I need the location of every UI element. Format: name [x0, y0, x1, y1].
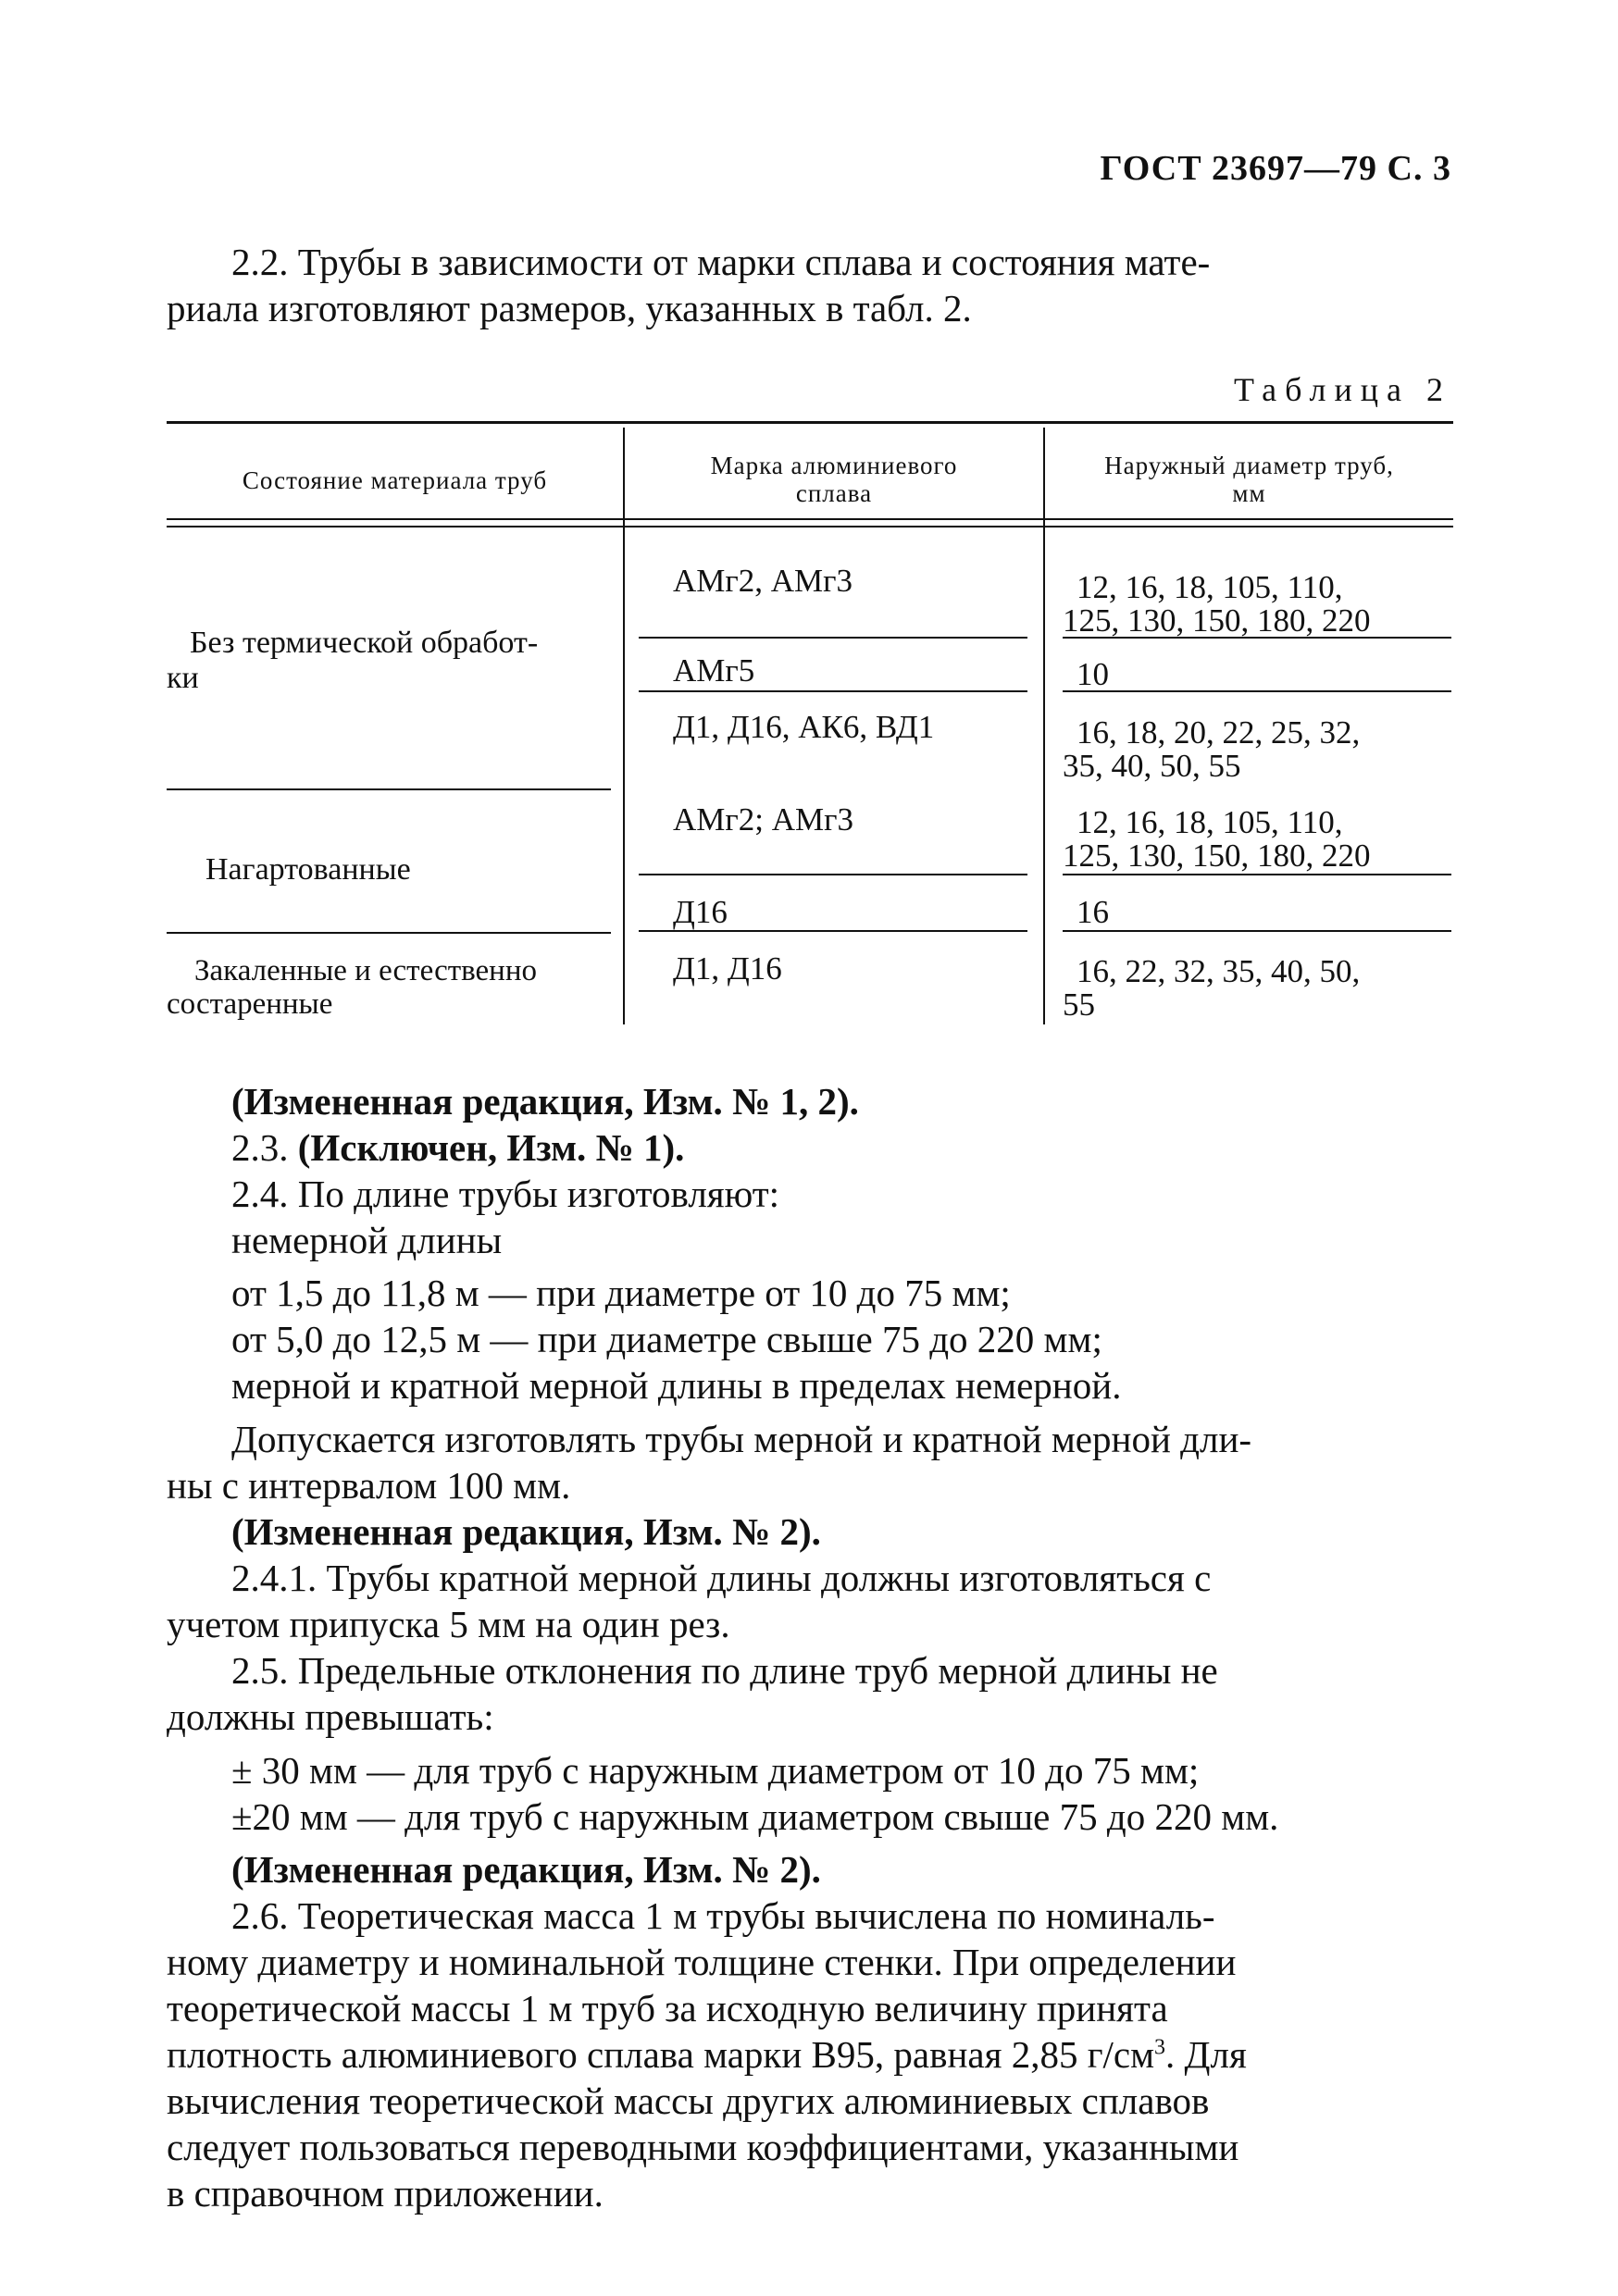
text-line: ны с интервалом 100 мм. [167, 1464, 571, 1507]
text-line: в справочном приложении. [167, 2172, 604, 2215]
group-rule-2 [167, 932, 611, 934]
row-rule-grade-4 [639, 930, 1027, 932]
row-rule-diam-2 [1063, 690, 1451, 692]
state-cell: Нагартованные [205, 852, 411, 887]
row-rule-diam-4 [1063, 930, 1451, 932]
state-cell: состаренные [167, 987, 333, 1021]
text-fragment: плотность алюминиевого сплава марки В95, равная 2,85 г/см [167, 2033, 1155, 2076]
grade-cell: Д16 [673, 894, 728, 930]
diameter-cell: 16, 22, 32, 35, 40, 50, [1077, 953, 1361, 989]
text-fragment: . Для [1165, 2033, 1247, 2076]
col-header-grade-1: Марка алюминиевого [710, 452, 958, 479]
text-line: учетом припуска 5 мм на один рез. [167, 1603, 730, 1645]
table-col-rule-1 [623, 428, 625, 1024]
text-line: 2.4.1. Трубы кратной мерной длины должны изготовляться с [231, 1557, 1212, 1599]
table-col-rule-2 [1043, 428, 1045, 1024]
state-cell: Без термической обработ- [190, 626, 539, 660]
table-header-rule-2 [167, 526, 1453, 527]
row-rule-diam-3 [1063, 874, 1451, 875]
diameter-cell: 12, 16, 18, 105, 110, [1077, 569, 1343, 605]
diameter-cell: 55 [1063, 987, 1095, 1023]
text-line: ± 30 мм — для труб с наружным диаметром от 10 до 75 мм; [231, 1749, 1200, 1792]
col-header-diam-2: мм [1232, 479, 1266, 507]
text-line [167, 2031, 1247, 2078]
diameter-cell: 16 [1077, 894, 1109, 930]
table-caption: Таблица 2 [1234, 371, 1451, 408]
table-top-rule [167, 421, 1453, 424]
text-line: следует пользоваться переводными коэффициентами, указанными [167, 2126, 1239, 2168]
page-header: ГОСТ 23697—79 С. 3 [1100, 149, 1451, 188]
grade-cell: Д1, Д16 [673, 950, 782, 987]
intro-line-1: 2.2. Трубы в зависимости от марки сплава и состояния мате- [231, 241, 1211, 283]
excluded-note: (Исключен, Изм. № 1). [297, 1126, 685, 1169]
diameter-cell: 10 [1077, 656, 1109, 692]
text-line: от 1,5 до 11,8 м — при диаметре от 10 до 75 мм; [231, 1272, 1011, 1314]
text-line: Допускается изготовлять трубы мерной и кратной мерной дли- [231, 1418, 1252, 1460]
text-line: мерной и кратной мерной длины в пределах немерной. [231, 1364, 1122, 1407]
row-rule-grade-1 [639, 637, 1027, 639]
col-header-diam-1: Наружный диаметр труб, [1104, 452, 1394, 479]
amendment-note: (Измененная редакция, Изм. № 2). [231, 1510, 821, 1553]
superscript: 3 [1154, 2035, 1166, 2060]
row-rule-grade-2 [639, 690, 1027, 692]
row-rule-grade-3 [639, 874, 1027, 875]
diameter-cell: 125, 130, 150, 180, 220 [1063, 602, 1371, 639]
diameter-cell: 16, 18, 20, 22, 25, 32, [1077, 714, 1361, 751]
state-cell: Закаленные и естественно [194, 954, 537, 987]
grade-cell: АМг5 [673, 652, 755, 689]
paragraph-2-3 [231, 1124, 684, 1171]
text-line: немерной длины [231, 1219, 503, 1261]
amendment-note: (Измененная редакция, Изм. № 2). [231, 1848, 821, 1891]
text-line: 2.6. Теоретическая масса 1 м трубы вычислена по номиналь- [231, 1894, 1215, 1937]
state-cell: ки [167, 661, 199, 695]
amendment-note: (Измененная редакция, Изм. № 1, 2). [231, 1080, 859, 1123]
text-line: ±20 мм — для труб с наружным диаметром свыше 75 до 220 мм. [231, 1795, 1279, 1838]
col-header-state: Состояние материала труб [242, 466, 548, 494]
text-line: ному диаметру и номинальной толщине стенки. При определении [167, 1941, 1237, 1983]
text-line: теоретической массы 1 м труб за исходную величину принята [167, 1987, 1168, 2029]
text-line: 2.4. По длине трубы изготовляют: [231, 1173, 780, 1215]
table-header-rule-1 [167, 518, 1453, 520]
diameter-cell: 35, 40, 50, 55 [1063, 748, 1241, 784]
clause-number: 2.3. [231, 1126, 298, 1169]
group-rule-1 [167, 788, 611, 790]
text-line: 2.5. Предельные отклонения по длине труб мерной длины не [231, 1649, 1218, 1692]
diameter-cell: 12, 16, 18, 105, 110, [1077, 804, 1343, 840]
col-header-grade-2: сплава [795, 479, 873, 507]
grade-cell: Д1, Д16, АК6, ВД1 [673, 709, 935, 745]
diameter-cell: 125, 130, 150, 180, 220 [1063, 838, 1371, 874]
grade-cell: АМг2, АМг3 [673, 563, 853, 599]
text-line: от 5,0 до 12,5 м — при диаметре свыше 75 до 220 мм; [231, 1318, 1102, 1360]
grade-cell: АМг2; АМг3 [673, 801, 853, 838]
text-line: вычисления теоретической массы других алюминиевых сплавов [167, 2079, 1210, 2122]
intro-line-2: риала изготовляют размеров, указанных в табл. 2. [167, 287, 972, 329]
text-line: должны превышать: [167, 1695, 494, 1738]
